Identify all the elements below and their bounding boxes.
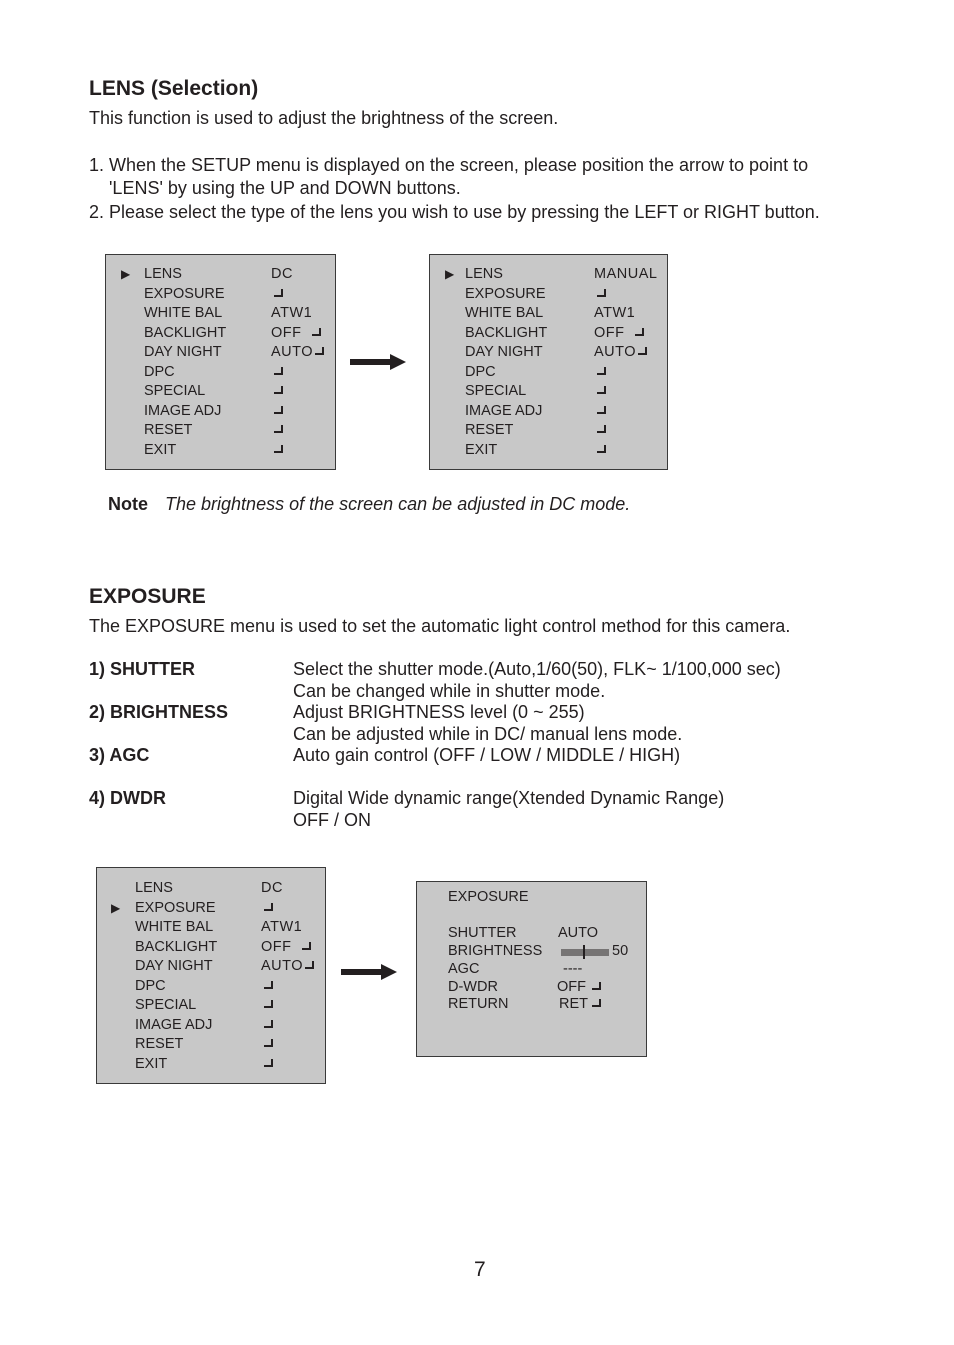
page-number: 7 [474, 1258, 486, 1281]
enter-icon [302, 942, 311, 950]
enter-icon [264, 1059, 273, 1067]
enter-icon [274, 289, 283, 297]
dwdr-value: OFF [557, 978, 601, 996]
osd-menu-exposure [416, 881, 647, 1057]
enter-icon [597, 445, 606, 453]
desc-agc-1: Auto gain control (OFF / LOW / MIDDLE / HIGH) [293, 745, 681, 765]
menu-row [430, 363, 667, 382]
enter-icon [274, 406, 283, 414]
term-shutter: 1) SHUTTER [89, 659, 196, 679]
menu-item-label: IMAGE ADJ [144, 402, 222, 419]
enter-icon [274, 386, 283, 394]
menu-item-value [261, 996, 273, 1015]
menu-row [97, 899, 325, 918]
menu-item-label: EXPOSURE [465, 285, 546, 302]
shutter-label: SHUTTER [448, 925, 517, 941]
menu-item-label: EXIT [144, 441, 177, 458]
brightness-value: 50 [612, 943, 629, 959]
exposure-intro: The EXPOSURE menu is used to set the automatic light control method for this camera. [89, 616, 791, 636]
enter-icon [597, 425, 606, 433]
desc-brightness-1: Adjust BRIGHTNESS level (0 ~ 255) [293, 702, 585, 722]
enter-icon [274, 445, 283, 453]
note-label: Note [108, 494, 148, 514]
term-agc: 3) AGC [89, 745, 150, 765]
menu-row [97, 1035, 325, 1054]
menu-row [97, 957, 325, 976]
section-heading-exposure: EXPOSURE [89, 585, 206, 608]
desc-shutter-2: Can be changed while in shutter mode. [293, 681, 606, 701]
enter-icon [264, 1020, 273, 1028]
triangle-right-icon: ▶ [111, 900, 121, 915]
menu-item-value: OFF [271, 324, 321, 343]
menu-row [430, 304, 667, 323]
menu-row [106, 363, 335, 382]
shutter-value: AUTO [558, 925, 599, 941]
menu-item-label: DPC [465, 363, 496, 380]
menu-item-value [271, 285, 283, 304]
menu-row [97, 918, 325, 937]
agc-value: ---- [563, 961, 583, 977]
menu-row [430, 343, 667, 362]
menu-row [106, 285, 335, 304]
menu-item-value [271, 441, 283, 460]
menu-row [106, 324, 335, 343]
menu-item-value [261, 1055, 273, 1074]
right-arrow-icon [341, 962, 399, 982]
enter-icon [264, 981, 273, 989]
return-label: RETURN [448, 996, 509, 1012]
menu-item-label: RESET [135, 1036, 184, 1052]
term-brightness: 2) BRIGHTNESS [89, 702, 229, 722]
menu-row [430, 382, 667, 401]
menu-item-label: EXIT [465, 441, 498, 458]
osd-menu-setup-exposure [96, 867, 326, 1084]
menu-item-value [271, 363, 283, 382]
menu-item-value [594, 402, 606, 421]
menu-item-value: ATW1 [261, 919, 303, 935]
menu-item-label: DAY NIGHT [144, 344, 222, 360]
menu-item-label: SPECIAL [465, 383, 527, 399]
enter-icon [264, 1039, 273, 1047]
menu-item-label: WHITE BAL [465, 305, 544, 321]
exposure-menu-title: EXPOSURE [448, 889, 529, 905]
menu-item-label: BACKLIGHT [144, 324, 227, 341]
menu-item-label: RESET [144, 422, 193, 438]
menu-row [430, 265, 667, 284]
dwdr-label: D-WDR [448, 979, 498, 995]
enter-icon [638, 347, 647, 355]
step-1-line-2: 'LENS' by using the UP and DOWN buttons. [109, 178, 461, 198]
menu-item-value [594, 421, 606, 440]
desc-dwdr-2: OFF / ON [293, 810, 371, 830]
menu-item-value: OFF [261, 938, 311, 957]
menu-item-value [594, 382, 606, 401]
menu-row [97, 1055, 325, 1074]
osd-menu-setup-manual [429, 254, 668, 470]
menu-row [430, 441, 667, 460]
menu-item-label: SPECIAL [135, 997, 197, 1013]
menu-item-value [261, 899, 273, 918]
enter-icon [597, 289, 606, 297]
enter-icon [264, 903, 273, 911]
enter-icon [274, 367, 283, 375]
menu-item-value: OFF [594, 324, 644, 343]
menu-item-label: DAY NIGHT [465, 344, 543, 360]
menu-item-label: WHITE BAL [144, 305, 223, 321]
menu-item-label: RESET [465, 422, 514, 438]
enter-icon [274, 425, 283, 433]
menu-item-value: DC [271, 266, 293, 282]
menu-row [97, 938, 325, 957]
menu-item-label: DPC [135, 977, 166, 994]
menu-row [106, 343, 335, 362]
menu-row [430, 402, 667, 421]
menu-item-value [261, 1035, 273, 1054]
desc-shutter-1: Select the shutter mode.(Auto,1/60(50), FLK~ 1/100,000 sec) [293, 659, 781, 679]
triangle-right-icon: ▶ [121, 267, 131, 281]
enter-icon [264, 1000, 273, 1008]
menu-item-label: LENS [465, 266, 503, 282]
osd-menu-setup-dc [105, 254, 336, 470]
menu-item-label: SPECIAL [144, 383, 206, 399]
menu-item-label: IMAGE ADJ [465, 402, 543, 419]
menu-row [106, 441, 335, 460]
menu-item-value [261, 1016, 273, 1035]
menu-item-value [271, 421, 283, 440]
note [108, 493, 630, 516]
enter-icon [305, 961, 314, 969]
menu-item-value [261, 977, 273, 996]
term-dwdr: 4) DWDR [89, 788, 166, 808]
lens-intro: This function is used to adjust the brightness of the screen. [89, 108, 559, 128]
menu-row [430, 421, 667, 440]
menu-item-label: WHITE BAL [135, 919, 214, 935]
menu-item-value [271, 402, 283, 421]
enter-icon [592, 999, 601, 1007]
menu-item-label: DPC [144, 363, 175, 380]
menu-item-value [594, 441, 606, 460]
menu-row [430, 285, 667, 304]
menu-row [97, 879, 325, 898]
menu-row [106, 421, 335, 440]
menu-row [97, 996, 325, 1015]
menu-item-label: EXIT [135, 1055, 168, 1072]
menu-item-value [594, 285, 606, 304]
menu-row [106, 304, 335, 323]
brightness-slider [561, 945, 611, 959]
enter-icon [597, 386, 606, 394]
enter-icon [597, 367, 606, 375]
enter-icon [635, 328, 644, 336]
menu-item-label: EXPOSURE [135, 899, 216, 916]
section-heading-lens: LENS (Selection) [89, 77, 259, 100]
menu-item-value: MANUAL [594, 266, 658, 282]
menu-item-value: AUTO [271, 343, 324, 362]
menu-row [430, 324, 667, 343]
desc-brightness-2: Can be adjusted while in DC/ manual lens mode. [293, 724, 683, 744]
enter-icon [597, 406, 606, 414]
return-value: RET [559, 995, 601, 1013]
enter-icon [312, 328, 321, 336]
menu-row [106, 402, 335, 421]
brightness-label: BRIGHTNESS [448, 943, 543, 959]
menu-item-label: LENS [144, 266, 182, 282]
menu-item-label: BACKLIGHT [465, 324, 548, 341]
right-arrow-icon [350, 352, 408, 372]
menu-row [97, 1016, 325, 1035]
note-text: The brightness of the screen can be adjusted in DC mode. [165, 494, 631, 514]
menu-item-label: EXPOSURE [144, 285, 225, 302]
menu-item-value: AUTO [594, 343, 647, 362]
enter-icon [315, 347, 324, 355]
enter-icon [592, 982, 601, 990]
menu-item-label: BACKLIGHT [135, 938, 218, 955]
step-2: 2. Please select the type of the lens you wish to use by pressing the LEFT or RIGHT button. [89, 202, 820, 222]
menu-item-value: ATW1 [271, 305, 313, 321]
step-1-line-1: 1. When the SETUP menu is displayed on the screen, please position the arrow to point to [89, 155, 809, 175]
menu-item-label: DAY NIGHT [135, 958, 213, 974]
menu-row [106, 382, 335, 401]
menu-item-label: IMAGE ADJ [135, 1016, 213, 1033]
menu-item-value: DC [261, 880, 283, 896]
agc-label: AGC [448, 961, 480, 977]
desc-dwdr-1: Digital Wide dynamic range(Xtended Dynamic Range) [293, 788, 725, 808]
menu-item-value: ATW1 [594, 305, 636, 321]
menu-row [97, 977, 325, 996]
menu-item-value: AUTO [261, 957, 314, 976]
menu-item-label: LENS [135, 880, 173, 896]
menu-item-value [271, 382, 283, 401]
triangle-right-icon: ▶ [445, 267, 455, 281]
menu-item-value [594, 363, 606, 382]
menu-row [106, 265, 335, 284]
